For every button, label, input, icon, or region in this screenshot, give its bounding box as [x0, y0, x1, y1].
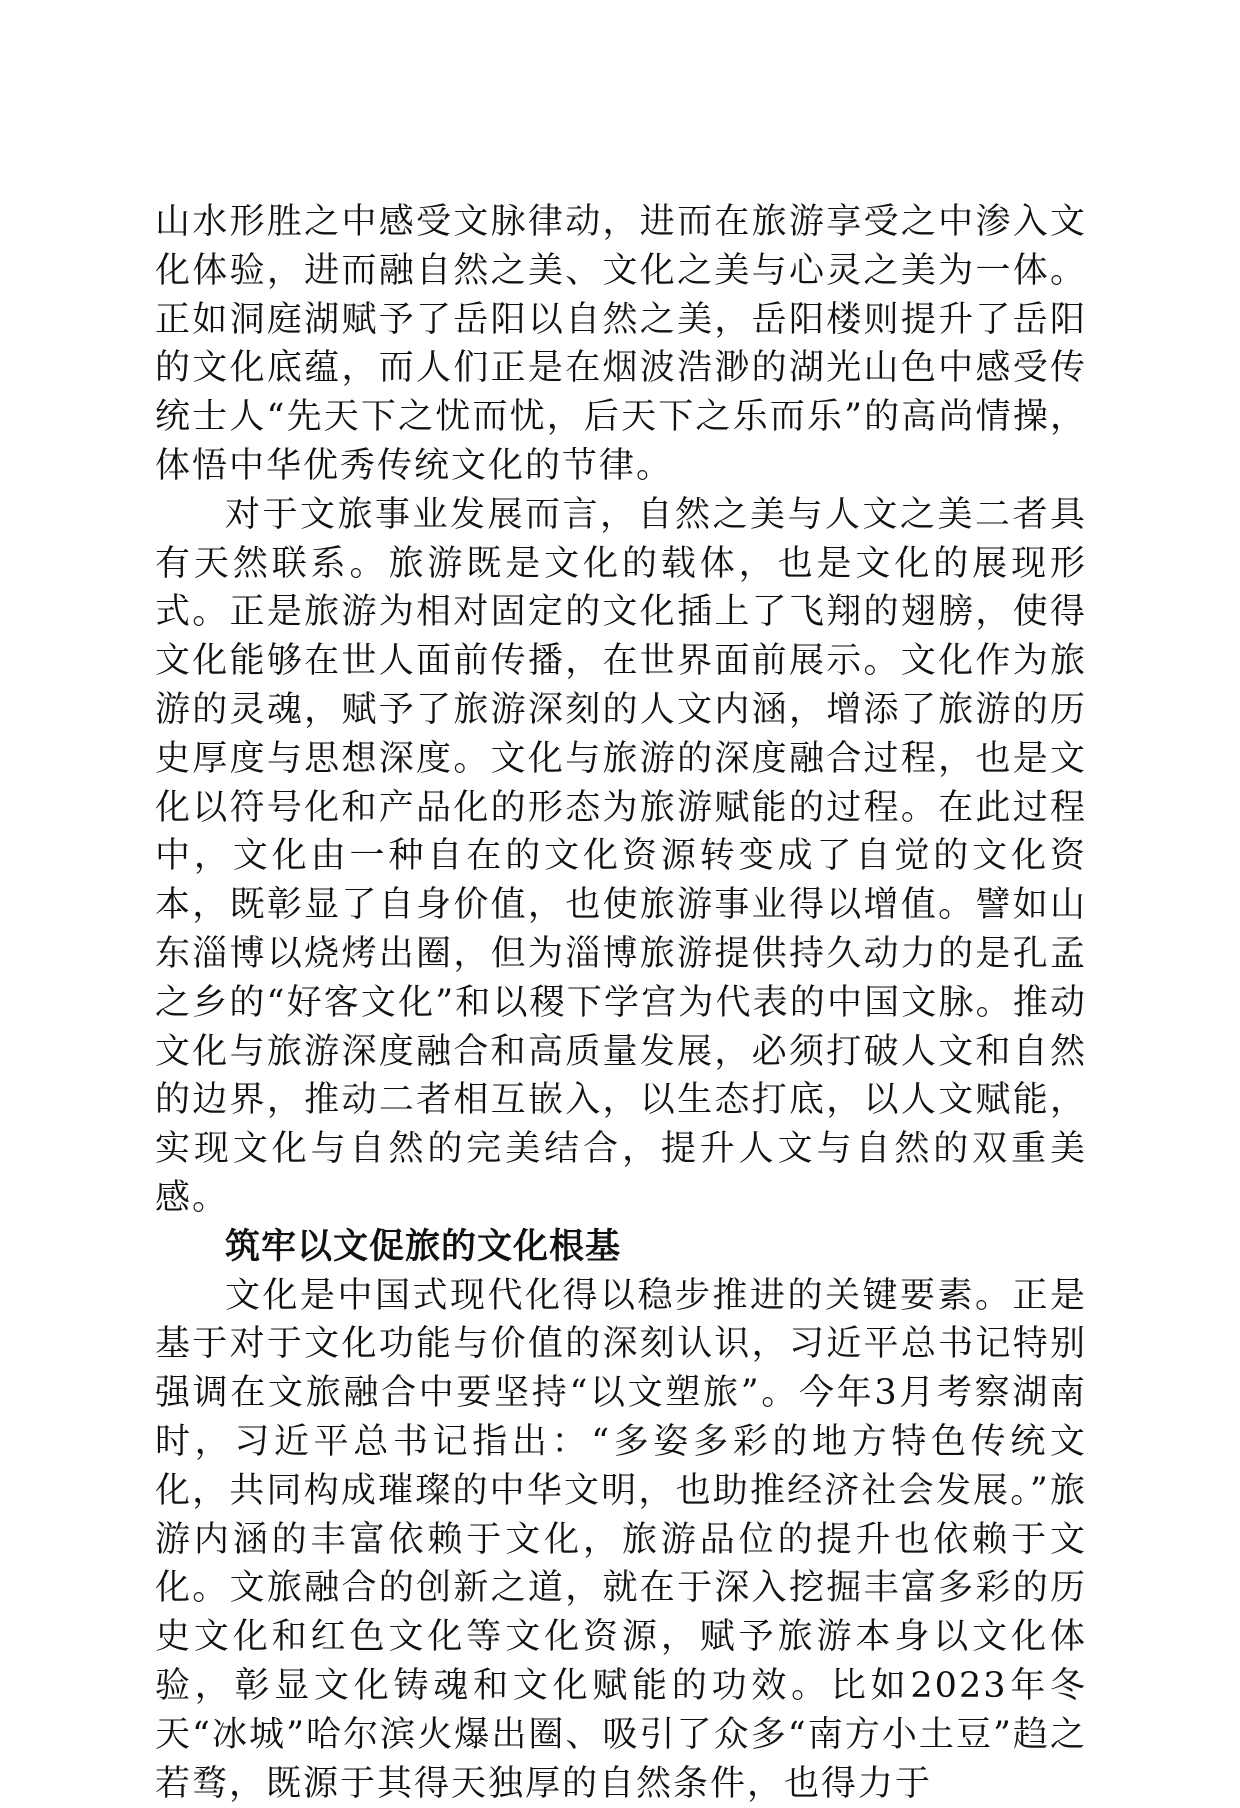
paragraph-1: 山水形胜之中感受文脉律动，进而在旅游享受之中渗入文化体验，进而融自然之美、文化之美与心灵之美为一体。正如洞庭湖赋予了岳阳以自然之美，岳阳楼则提升了岳阳的文化底蕴，而人们正是在烟波浩渺的湖光山色中感受传统士人“先天下之忧而忧，后天下之乐而乐”的高尚情操，体悟中华优秀传统文化的节律。	[155, 202, 1087, 486]
section-heading: 筑牢以文促旅的文化根基	[225, 1226, 622, 1267]
paragraph-3: 文化是中国式现代化得以稳步推进的关键要素。正是基于对于文化功能与价值的深刻认识，习近平总书记特别强调在文旅融合中要坚持“以文塑旅”。今年3月考察湖南时，习近平总书记指出：“多姿多彩的地方特色传统文化，共同构成璀璨的中华文明，也助推经济社会发展。”旅游内涵的丰富依赖于文化，旅游品位的提升也依赖于文化。文旅融合的创新之道，就在于深入挖掘丰富多彩的历史文化和红色文化等文化资源，赋予旅游本身以文化体验，彰显文化铸魂和文化赋能的功效。比如2023年冬天“冰城”哈尔滨火爆出圈、吸引了众多“南方小土豆”趋之若骛，既源于其得天独厚的自然条件，也得力于	[155, 1275, 1087, 1804]
article-body	[155, 198, 1087, 1808]
paragraph-2: 对于文旅事业发展而言，自然之美与人文之美二者具有天然联系。旅游既是文化的载体，也是文化的展现形式。正是旅游为相对固定的文化插上了飞翔的翅膀，使得文化能够在世人面前传播，在世界面前展示。文化作为旅游的灵魂，赋予了旅游深刻的人文内涵，增添了旅游的历史厚度与思想深度。文化与旅游的深度融合过程，也是文化以符号化和产品化的形态为旅游赋能的过程。在此过程中，文化由一种自在的文化资源转变成了自觉的文化资本，既彰显了自身价值，也使旅游事业得以增值。譬如山东淄博以烧烤出圈，但为淄博旅游提供持久动力的是孔孟之乡的“好客文化”和以稷下学宫为代表的中国文脉。推动文化与旅游深度融合和高质量发展，必须打破人文和自然的边界，推动二者相互嵌入，以生态打底，以人文赋能，实现文化与自然的完美结合，提升人文与自然的双重美感。	[155, 494, 1087, 1218]
